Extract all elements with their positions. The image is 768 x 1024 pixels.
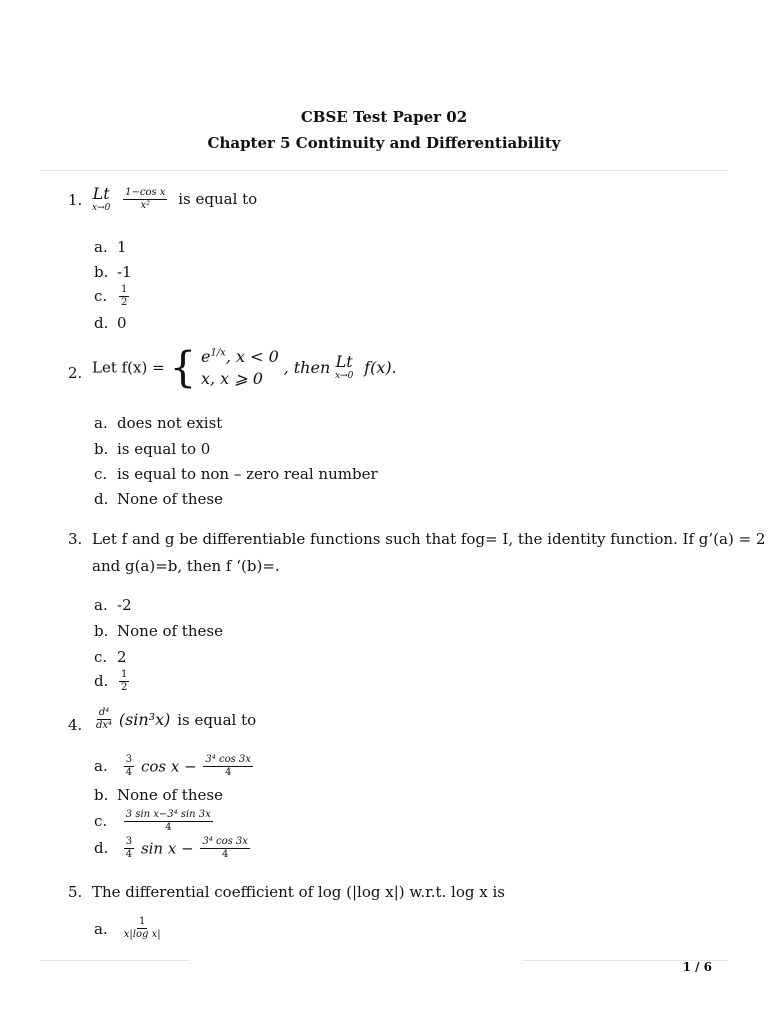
question-4-number: 4. [68, 716, 83, 734]
page-subtitle: Chapter 5 Continuity and Differentiability [207, 134, 561, 152]
option-2c: c. is equal to non – zero real number [94, 465, 378, 483]
option-4c: c. $\frac{\text{3 sin x−3⁴ sin 3x}}{4}$ [94, 809, 211, 833]
limit-operator: Lt x→0 [92, 184, 111, 213]
option-1d: d. 0 [94, 314, 127, 332]
fraction: $\frac{1}{2}$ [121, 669, 128, 693]
question-5-number: 5. [68, 883, 83, 901]
question-4-text: $\frac{\text{d⁴}}{\text{dx⁴}}$ (sin³x) is equal to [96, 707, 257, 731]
question-3-number: 3. [68, 530, 83, 548]
footer-divider-left [40, 960, 190, 961]
option-3b: b. None of these [94, 622, 223, 640]
option-1b: b. -1 [94, 263, 132, 281]
page-title: CBSE Test Paper 02 [300, 108, 468, 126]
option-3a: a. -2 [94, 596, 132, 614]
fraction: $\frac{\text{3 sin x−3⁴ sin 3x}}{4}$ [125, 809, 211, 833]
fraction: $\frac{3}{4}$ [125, 836, 133, 860]
left-brace: { [169, 342, 197, 392]
page-number: 1 / 6 [682, 960, 712, 974]
limit-operator: Lt x→0 [335, 352, 354, 382]
option-1c: c. $\frac{1}{2}$ [94, 284, 128, 308]
option-4b: b. None of these [94, 786, 223, 804]
option-3d: d. $\frac{1}{2}$ [94, 669, 128, 693]
question-3-line-1: Let f and g be differentiable functions such that fog= I, the identity function. If g’(a) = 2 [92, 530, 766, 548]
fraction: $\frac{\text{3⁴ cos 3x}}{4}$ [202, 836, 248, 860]
option-3c: c. 2 [94, 648, 127, 666]
option-2a: a. does not exist [94, 414, 223, 432]
question-2-number: 2. [68, 364, 83, 382]
fraction: $\frac{\text{3⁴ cos 3x}}{4}$ [205, 754, 251, 778]
fraction: $\frac{1}{\text{x|log x|}}$ [123, 916, 161, 940]
question-1-number: 1. [68, 191, 83, 209]
header-divider [40, 170, 728, 171]
option-4d: d. $\frac{3}{4}$ sin x − $\frac{\text{3⁴ cos 3x}}{4}$ [94, 836, 248, 860]
option-1a: a. 1 [94, 238, 127, 256]
option-2b: b. is equal to 0 [94, 440, 211, 458]
fraction: $\frac{1}{2}$ [121, 284, 128, 308]
fraction: $\frac{\text{1−cos x}}{\text{x²}}$ [125, 187, 166, 211]
question-5-text: The differential coefficient of log (|log x|) w.r.t. log x is [92, 883, 505, 901]
option-4a: a. $\frac{3}{4}$ cos x − $\frac{\text{3⁴ cos 3x}}{4}$ [94, 754, 251, 778]
derivative-operator: $\frac{\text{d⁴}}{\text{dx⁴}}$ [96, 707, 113, 731]
question-3-line-2: and g(a)=b, then f ‘(b)=. [92, 557, 280, 575]
option-2d: d. None of these [94, 490, 223, 508]
question-1-text: Lt x→0 $\frac{\text{1−cos x}}{\text{x²}}$ is equal to [92, 184, 258, 213]
option-5a: a. $\frac{1}{\text{x|log x|}}$ [94, 916, 161, 940]
fraction: $\frac{3}{4}$ [125, 754, 133, 778]
piecewise-cases: $e^{1/x}$, x < 0 x, x ⩾ 0 [200, 347, 279, 388]
question-2-text: Let f(x) = { $e^{1/x}$, x < 0 x, x ⩾ 0 , then Lt x→0 f(x). [92, 342, 397, 392]
